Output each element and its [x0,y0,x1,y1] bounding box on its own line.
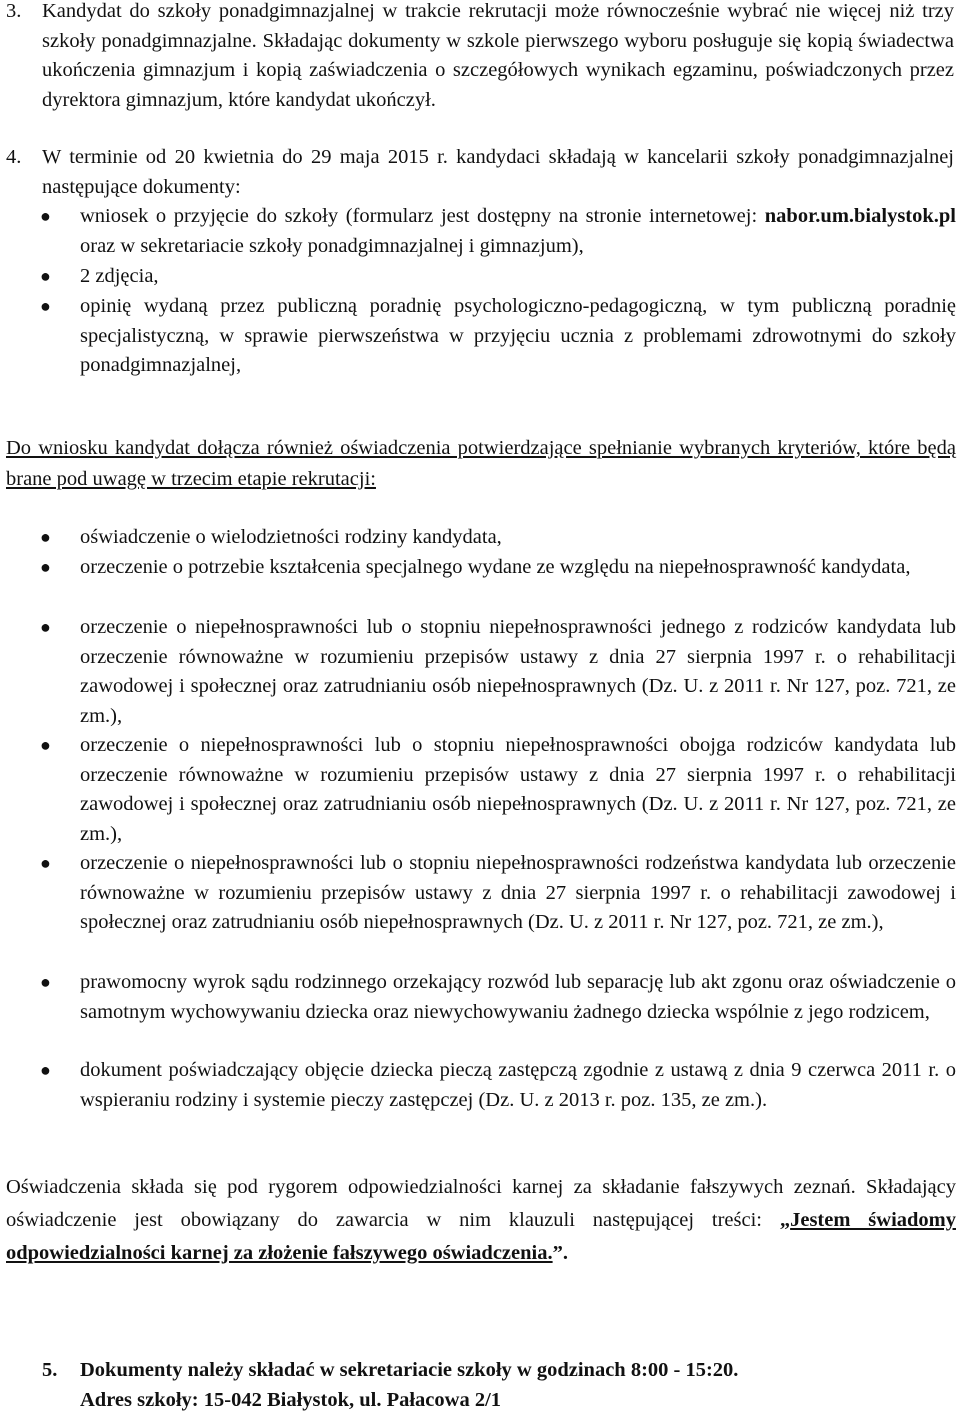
bullet-icon: ● [40,527,51,547]
bullet-icon: ● [40,617,51,637]
section-3-text: Kandydat do szkoły ponadgimnazjalnej w trakcie rekrutacji może równocześnie wybrać nie więcej niż trzy szkoły ponadgimnazjalne. Składając dokumenty w szkole pierwszego wyboru posługuje się kopią świadectwa ukończenia gimnazjum i kopią zaświadczenia o szczegółowych wynikach egzaminu, poświadczonych przez dyrektora gimnazjum, które kandydat ukończył. [42,0,954,112]
declaration-text: Oświadczenia składa się pod rygorem odpowiedzialności karnej za składanie fałszywych zeznań. Składający oświadczenie jest obowiązany do zawarcia w nim klauzuli następującej treści: [6,1176,956,1231]
list-item-text: orzeczenie o niepełnosprawności lub o stopniu niepełnosprawności obojga rodziców kandydata lub orzeczenie równoważne w rozumieniu przepisów ustawy z dnia 27 sierpnia 1997 r. o rehabilitacji zawodowej i społecznej oraz zatrudnianiu osób niepełnosprawnych (Dz. U. z 2011 r. Nr 127, poz. 721, ze zm.), [80,734,956,846]
office-hours: Dokumenty należy składać w sekretariacie szkoły w godzinach 8:00 - 15:20. [80,1359,739,1381]
school-address: Adres szkoły: 15-042 Białystok, ul. Pałacowa 2/1 [80,1389,502,1411]
document-list-item [40,262,956,292]
list-item-text-part: wniosek o przyjęcie do szkoły (formularz jest dostępny na stronie internetowej: [80,205,765,227]
declaration-paragraph [6,1171,956,1270]
attachment-list-item [40,1056,956,1115]
document-list-item [40,202,956,261]
clause-quote-close: ”. [552,1242,568,1264]
attachments-intro: Do wniosku kandydat dołącza również oświadczenia potwierdzające spełnianie wybranych kryteriów, które będą brane pod uwagę w trzecim etapie rekrutacji: [6,437,956,490]
bullet-icon: ● [40,206,51,226]
list-item-text: orzeczenie o niepełnosprawności lub o stopniu niepełnosprawności jednego z rodziców kandydata lub orzeczenie równoważne w rozumieniu przepisów ustawy z dnia 27 sierpnia 1997 r. o rehabilitacji zawodowej i społecznej oraz zatrudnianiu osób niepełnosprawnych (Dz. U. z 2011 r. Nr 127, poz. 721, ze zm.), [80,616,956,728]
attachment-list-item [40,731,956,850]
document-list-item [40,292,956,381]
clause-quote-open: „ [779,1209,791,1231]
section-4 [6,143,954,202]
bullet-icon: ● [40,557,51,577]
list-item-text: orzeczenie o niepełnosprawności lub o stopniu niepełnosprawności rodzeństwa kandydata lub orzeczenie równoważne w rozumieniu przepisów ustawy z dnia 27 sierpnia 1997 r. o rehabilitacji zawodowej i społecznej oraz zatrudnianiu osób niepełnosprawnych (Dz. U. z 2011 r. Nr 127, poz. 721, ze zm.), [80,852,956,934]
attachment-list-item [40,968,956,1027]
section-4-number: 4. [6,146,22,168]
attachment-list-item [40,613,956,732]
section-3 [6,0,954,116]
list-item-text: opinię wydaną przez publiczną poradnię psychologiczno-pedagogiczną, w tym publiczną poradnię specjalistyczną, w sprawie pierwszeństwa w przyjęciu ucznia z problemami zdrowotnymi do szkoły ponadgimnazjalnej, [80,295,956,377]
website-link[interactable]: nabor.um.bialystok.pl [764,205,956,227]
declaration-clause: Jestem świadomy odpowiedzialności karnej za złożenie fałszywego oświadczenia. [6,1209,956,1264]
bullet-icon: ● [40,1060,51,1080]
list-item-text: prawomocny wyrok sądu rodzinnego orzekający rozwód lub separację lub akt zgonu oraz oświadczenie o samotnym wychowywaniu dziecka oraz niewychowywaniu żadnego dziecka wspólnie z jego rodzicem, [80,971,956,1023]
bullet-icon: ● [40,296,51,316]
section-3-number: 3. [6,0,22,22]
attachment-list-item [40,523,956,553]
bullet-icon: ● [40,972,51,992]
bullet-icon: ● [40,735,51,755]
list-item-text-part: oraz w sekretariacie szkoły ponadgimnazjalnej i gimnazjum), [80,234,584,257]
list-item-text: orzeczenie o potrzebie kształcenia specjalnego wydane ze względu na niepełnosprawność kandydata, [80,556,911,578]
bullet-icon: ● [40,266,51,286]
attachment-list-item [40,553,956,583]
section-5 [42,1355,942,1415]
list-item-text: 2 zdjęcia, [80,265,159,287]
list-item-text [80,202,956,261]
list-item-text: oświadczenie o wielodzietności rodziny kandydata, [80,526,502,548]
bullet-icon: ● [40,853,51,873]
list-item-text: dokument poświadczający objęcie dziecka pieczą zastępczą zgodnie z ustawą z dnia 9 czerwca 2011 r. o wspieraniu rodziny i systemie pieczy zastępczej (Dz. U. z 2013 r. poz. 135, ze zm.). [80,1059,956,1111]
attachment-list-item [40,849,956,938]
section-4-text: W terminie od 20 kwietnia do 29 maja 2015 r. kandydaci składają w kancelarii szkoły ponadgimnazjalnej następujące dokumenty: [42,146,954,198]
section-5-number: 5. [42,1359,58,1381]
